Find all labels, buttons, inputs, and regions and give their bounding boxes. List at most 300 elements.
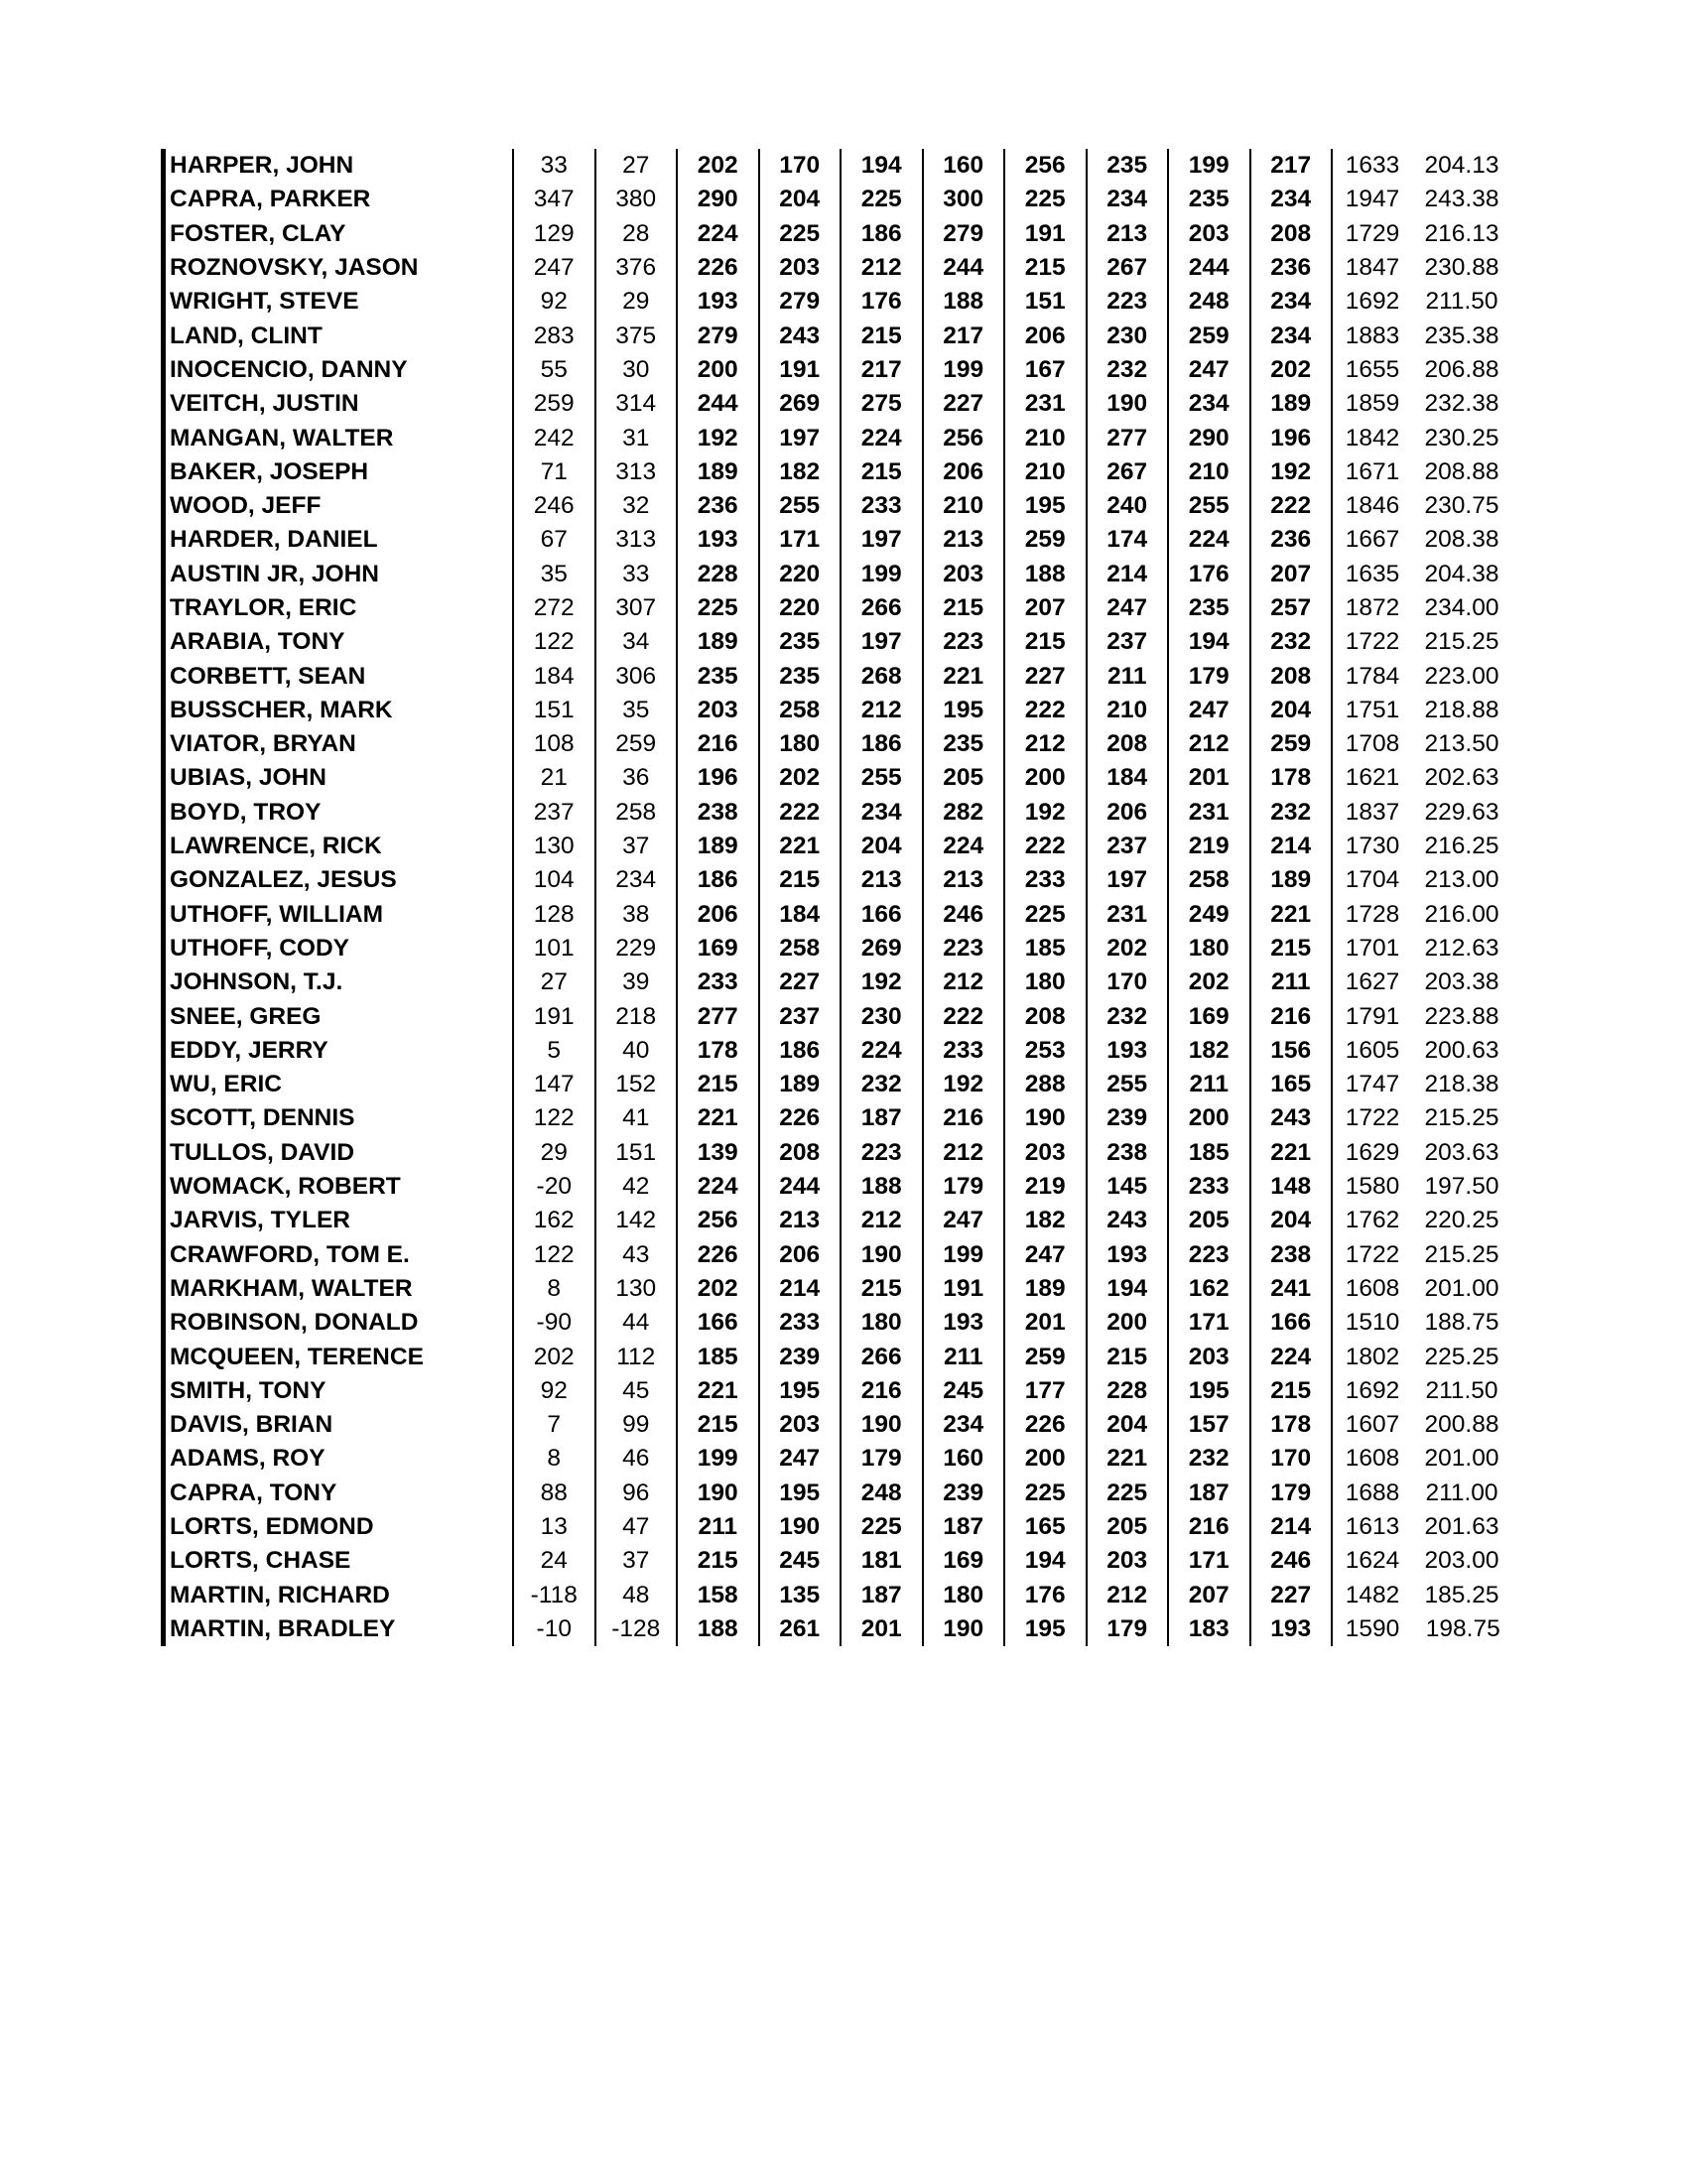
- total-pins: 1842: [1332, 421, 1412, 454]
- game-2-score: 279: [759, 285, 842, 319]
- game-2-score: 245: [759, 1544, 842, 1578]
- total-pins: 1730: [1332, 830, 1412, 863]
- game-3-score: 197: [841, 625, 923, 659]
- game-5-score: 167: [1004, 353, 1087, 387]
- game-5-score: 219: [1004, 1170, 1087, 1204]
- game-8-score: 204: [1250, 694, 1333, 727]
- stat-col-1: 24: [513, 1544, 595, 1578]
- game-1-score: 193: [677, 523, 759, 557]
- table-row: [164, 319, 1514, 352]
- game-1-score: 215: [677, 1408, 759, 1442]
- total-pins: 1883: [1332, 319, 1412, 352]
- table-row: [164, 1136, 1514, 1170]
- game-1-score: 188: [677, 1612, 759, 1646]
- game-3-score: 234: [841, 796, 923, 830]
- game-7-score: 258: [1168, 863, 1250, 897]
- stat-col-2: 31: [595, 421, 678, 454]
- game-2-score: 135: [759, 1578, 842, 1611]
- stat-col-1: 202: [513, 1340, 595, 1373]
- game-6-score: 206: [1087, 796, 1169, 830]
- game-1-score: 186: [677, 863, 759, 897]
- game-4-score: 247: [923, 1204, 1005, 1237]
- game-7-score: 195: [1168, 1374, 1250, 1408]
- table-row: [164, 932, 1514, 965]
- game-4-score: 245: [923, 1374, 1005, 1408]
- total-pins: 1692: [1332, 1374, 1412, 1408]
- game-2-score: 170: [759, 149, 842, 183]
- stat-col-2: 314: [595, 387, 678, 421]
- game-7-score: 203: [1168, 1340, 1250, 1373]
- stat-col-1: 162: [513, 1204, 595, 1237]
- game-1-score: 279: [677, 319, 759, 352]
- game-4-score: 193: [923, 1306, 1005, 1340]
- game-3-score: 266: [841, 591, 923, 625]
- game-3-score: 188: [841, 1170, 923, 1204]
- game-5-score: 190: [1004, 1101, 1087, 1135]
- game-2-score: 191: [759, 353, 842, 387]
- game-8-score: 215: [1250, 932, 1333, 965]
- game-1-score: 211: [677, 1510, 759, 1544]
- bowler-name: ROZNOVSKY, JASON: [170, 254, 419, 282]
- game-1-score: 203: [677, 694, 759, 727]
- game-7-score: 171: [1168, 1306, 1250, 1340]
- table-row: [164, 421, 1514, 454]
- bowler-name: CORBETT, SEAN: [170, 662, 366, 690]
- stat-col-2: 45: [595, 1374, 678, 1408]
- total-pins: 1847: [1332, 251, 1412, 285]
- stat-col-2: 112: [595, 1340, 678, 1373]
- game-8-score: 227: [1250, 1578, 1333, 1611]
- table-row: [164, 353, 1514, 387]
- game-1-score: 190: [677, 1477, 759, 1510]
- game-6-score: 205: [1087, 1510, 1169, 1544]
- game-1-score: 158: [677, 1578, 759, 1611]
- game-8-score: 193: [1250, 1612, 1333, 1646]
- game-6-score: 231: [1087, 898, 1169, 932]
- average: 216.25: [1424, 833, 1499, 860]
- average: 218.88: [1424, 696, 1499, 723]
- stat-col-2: 43: [595, 1238, 678, 1272]
- average: 215.25: [1424, 1104, 1499, 1132]
- game-8-score: 217: [1250, 149, 1333, 183]
- game-1-score: 228: [677, 558, 759, 591]
- game-3-score: 266: [841, 1340, 923, 1373]
- game-8-score: 178: [1250, 761, 1333, 795]
- game-8-score: 224: [1250, 1340, 1333, 1373]
- bowler-name: GONZALEZ, JESUS: [170, 866, 397, 894]
- total-pins: 1722: [1332, 1238, 1412, 1272]
- total-pins: 1688: [1332, 1477, 1412, 1510]
- stat-col-2: 218: [595, 999, 678, 1033]
- bowler-name: AUSTIN JR, JOHN: [170, 560, 380, 587]
- game-8-score: 202: [1250, 353, 1333, 387]
- average: 201.00: [1424, 1274, 1499, 1302]
- game-1-score: 224: [677, 217, 759, 251]
- game-5-score: 200: [1004, 1442, 1087, 1476]
- game-6-score: 200: [1087, 1306, 1169, 1340]
- game-1-score: 200: [677, 353, 759, 387]
- game-1-score: 206: [677, 898, 759, 932]
- table-row: [164, 1204, 1514, 1237]
- bowler-name: UBIAS, JOHN: [170, 764, 326, 792]
- game-7-score: 171: [1168, 1544, 1250, 1578]
- table-row: [164, 149, 1514, 183]
- game-1-score: 202: [677, 1272, 759, 1306]
- game-7-score: 259: [1168, 319, 1250, 352]
- bowler-name: ARABIA, TONY: [170, 628, 345, 656]
- game-3-score: 187: [841, 1578, 923, 1611]
- game-5-score: 182: [1004, 1204, 1087, 1237]
- game-7-score: 244: [1168, 251, 1250, 285]
- game-6-score: 243: [1087, 1204, 1169, 1237]
- game-6-score: 204: [1087, 1408, 1169, 1442]
- game-3-score: 190: [841, 1408, 923, 1442]
- game-2-score: 220: [759, 558, 842, 591]
- stat-col-1: 29: [513, 1136, 595, 1170]
- game-5-score: 195: [1004, 489, 1087, 523]
- game-6-score: 210: [1087, 694, 1169, 727]
- game-4-score: 222: [923, 999, 1005, 1033]
- game-5-score: 203: [1004, 1136, 1087, 1170]
- total-pins: 1791: [1332, 999, 1412, 1033]
- game-8-score: 215: [1250, 1374, 1333, 1408]
- average: 188.75: [1424, 1309, 1499, 1337]
- game-8-score: 211: [1250, 965, 1333, 999]
- game-8-score: 208: [1250, 217, 1333, 251]
- game-7-score: 223: [1168, 1238, 1250, 1272]
- game-1-score: 290: [677, 183, 759, 216]
- game-5-score: 191: [1004, 217, 1087, 251]
- stat-col-2: 96: [595, 1477, 678, 1510]
- bowler-name: JOHNSON, T.J.: [170, 968, 343, 996]
- game-2-score: 206: [759, 1238, 842, 1272]
- stat-col-2: 313: [595, 455, 678, 489]
- game-5-score: 215: [1004, 251, 1087, 285]
- game-5-score: 165: [1004, 1510, 1087, 1544]
- stat-col-1: 27: [513, 965, 595, 999]
- game-5-score: 151: [1004, 285, 1087, 319]
- game-8-score: 196: [1250, 421, 1333, 454]
- game-7-score: 248: [1168, 285, 1250, 319]
- stat-col-1: -20: [513, 1170, 595, 1204]
- game-7-score: 199: [1168, 149, 1250, 183]
- table-row: [164, 898, 1514, 932]
- game-7-score: 176: [1168, 558, 1250, 591]
- game-7-score: 207: [1168, 1578, 1250, 1611]
- game-2-score: 190: [759, 1510, 842, 1544]
- stat-col-2: 313: [595, 523, 678, 557]
- total-pins: 1510: [1332, 1306, 1412, 1340]
- game-1-score: 189: [677, 455, 759, 489]
- total-pins: 1605: [1332, 1034, 1412, 1068]
- game-3-score: 213: [841, 863, 923, 897]
- game-2-score: 220: [759, 591, 842, 625]
- table-row: [164, 1408, 1514, 1442]
- game-8-score: 236: [1250, 251, 1333, 285]
- game-4-score: 187: [923, 1510, 1005, 1544]
- game-6-score: 184: [1087, 761, 1169, 795]
- game-4-score: 188: [923, 285, 1005, 319]
- total-pins: 1590: [1332, 1612, 1412, 1646]
- average: 203.00: [1424, 1547, 1499, 1575]
- game-4-score: 190: [923, 1612, 1005, 1646]
- total-pins: 1701: [1332, 932, 1412, 965]
- game-6-score: 214: [1087, 558, 1169, 591]
- total-pins: 1613: [1332, 1510, 1412, 1544]
- game-2-score: 204: [759, 183, 842, 216]
- stat-col-2: 33: [595, 558, 678, 591]
- game-4-score: 212: [923, 1136, 1005, 1170]
- game-4-score: 224: [923, 830, 1005, 863]
- total-pins: 1728: [1332, 898, 1412, 932]
- game-4-score: 210: [923, 489, 1005, 523]
- stat-col-2: 32: [595, 489, 678, 523]
- game-5-score: 222: [1004, 830, 1087, 863]
- game-2-score: 237: [759, 999, 842, 1033]
- bowler-name: LORTS, EDMOND: [170, 1513, 374, 1541]
- stat-col-2: 380: [595, 183, 678, 216]
- bowler-name: LORTS, CHASE: [170, 1547, 351, 1575]
- average: 197.50: [1424, 1173, 1499, 1201]
- game-2-score: 239: [759, 1340, 842, 1373]
- stat-col-2: 152: [595, 1068, 678, 1101]
- stat-col-2: 41: [595, 1101, 678, 1135]
- total-pins: 1692: [1332, 285, 1412, 319]
- table-row: [164, 1578, 1514, 1611]
- total-pins: 1729: [1332, 217, 1412, 251]
- game-4-score: 160: [923, 1442, 1005, 1476]
- game-6-score: 232: [1087, 353, 1169, 387]
- game-2-score: 171: [759, 523, 842, 557]
- bowler-name: BUSSCHER, MARK: [170, 696, 393, 723]
- game-1-score: 139: [677, 1136, 759, 1170]
- game-3-score: 223: [841, 1136, 923, 1170]
- table-row: [164, 1170, 1514, 1204]
- stat-col-2: 130: [595, 1272, 678, 1306]
- game-5-score: 189: [1004, 1272, 1087, 1306]
- table-row: [164, 455, 1514, 489]
- game-6-score: 203: [1087, 1544, 1169, 1578]
- stat-col-1: 130: [513, 830, 595, 863]
- game-8-score: 234: [1250, 183, 1333, 216]
- game-2-score: 203: [759, 1408, 842, 1442]
- table-row: [164, 659, 1514, 693]
- game-5-score: 188: [1004, 558, 1087, 591]
- game-8-score: 234: [1250, 285, 1333, 319]
- game-7-score: 179: [1168, 659, 1250, 693]
- game-8-score: 246: [1250, 1544, 1333, 1578]
- game-5-score: 225: [1004, 898, 1087, 932]
- stat-col-1: 151: [513, 694, 595, 727]
- stat-col-2: 40: [595, 1034, 678, 1068]
- stat-col-1: 55: [513, 353, 595, 387]
- game-8-score: 221: [1250, 1136, 1333, 1170]
- game-6-score: 215: [1087, 1340, 1169, 1373]
- bowler-name: LAND, CLINT: [170, 321, 323, 349]
- game-5-score: 208: [1004, 999, 1087, 1033]
- average: 211.00: [1425, 1478, 1498, 1506]
- game-4-score: 195: [923, 694, 1005, 727]
- game-4-score: 223: [923, 625, 1005, 659]
- game-2-score: 184: [759, 898, 842, 932]
- game-4-score: 282: [923, 796, 1005, 830]
- average: 211.50: [1425, 1376, 1498, 1404]
- game-8-score: 192: [1250, 455, 1333, 489]
- game-5-score: 259: [1004, 1340, 1087, 1373]
- game-3-score: 190: [841, 1238, 923, 1272]
- game-6-score: 208: [1087, 727, 1169, 761]
- bowler-name: INOCENCIO, DANNY: [170, 355, 408, 383]
- game-2-score: 255: [759, 489, 842, 523]
- stat-col-1: 8: [513, 1272, 595, 1306]
- game-8-score: 257: [1250, 591, 1333, 625]
- stat-col-2: 99: [595, 1408, 678, 1442]
- average: 203.63: [1424, 1138, 1499, 1166]
- game-4-score: 246: [923, 898, 1005, 932]
- game-5-score: 259: [1004, 523, 1087, 557]
- game-6-score: 228: [1087, 1374, 1169, 1408]
- game-1-score: 192: [677, 421, 759, 454]
- game-2-score: 227: [759, 965, 842, 999]
- game-6-score: 223: [1087, 285, 1169, 319]
- game-4-score: 212: [923, 965, 1005, 999]
- game-3-score: 212: [841, 1204, 923, 1237]
- average: 229.63: [1424, 798, 1499, 826]
- game-2-score: 182: [759, 455, 842, 489]
- game-1-score: 233: [677, 965, 759, 999]
- total-pins: 1784: [1332, 659, 1412, 693]
- game-7-score: 182: [1168, 1034, 1250, 1068]
- game-6-score: 234: [1087, 183, 1169, 216]
- game-7-score: 203: [1168, 217, 1250, 251]
- stat-col-1: 237: [513, 796, 595, 830]
- bowler-name: UTHOFF, WILLIAM: [170, 900, 384, 928]
- stat-col-2: 37: [595, 830, 678, 863]
- game-5-score: 233: [1004, 863, 1087, 897]
- game-6-score: 237: [1087, 625, 1169, 659]
- table-row: [164, 1272, 1514, 1306]
- stat-col-1: 7: [513, 1408, 595, 1442]
- average: 206.88: [1424, 355, 1499, 383]
- game-4-score: 160: [923, 149, 1005, 183]
- total-pins: 1872: [1332, 591, 1412, 625]
- game-5-score: 200: [1004, 761, 1087, 795]
- stat-col-2: 306: [595, 659, 678, 693]
- game-5-score: 210: [1004, 455, 1087, 489]
- table-row: [164, 694, 1514, 727]
- stat-col-1: 21: [513, 761, 595, 795]
- game-3-score: 180: [841, 1306, 923, 1340]
- game-4-score: 300: [923, 183, 1005, 216]
- game-2-score: 233: [759, 1306, 842, 1340]
- game-7-score: 224: [1168, 523, 1250, 557]
- game-5-score: 185: [1004, 932, 1087, 965]
- bowler-name: MCQUEEN, TERENCE: [170, 1343, 424, 1370]
- bowler-name: UTHOFF, CODY: [170, 934, 350, 962]
- average: 185.25: [1424, 1581, 1499, 1608]
- game-1-score: 238: [677, 796, 759, 830]
- game-7-score: 231: [1168, 796, 1250, 830]
- table-row: [164, 489, 1514, 523]
- scores-table-body: [164, 149, 1514, 1646]
- stat-col-1: 259: [513, 387, 595, 421]
- total-pins: 1629: [1332, 1136, 1412, 1170]
- average: 230.88: [1424, 254, 1499, 282]
- table-row: [164, 1306, 1514, 1340]
- average: 202.63: [1424, 764, 1499, 792]
- game-7-score: 249: [1168, 898, 1250, 932]
- game-5-score: 288: [1004, 1068, 1087, 1101]
- table-row: [164, 1374, 1514, 1408]
- total-pins: 1846: [1332, 489, 1412, 523]
- table-row: [164, 965, 1514, 999]
- game-4-score: 205: [923, 761, 1005, 795]
- game-5-score: 231: [1004, 387, 1087, 421]
- game-7-score: 210: [1168, 455, 1250, 489]
- game-8-score: 179: [1250, 1477, 1333, 1510]
- stat-col-1: -118: [513, 1578, 595, 1611]
- game-6-score: 145: [1087, 1170, 1169, 1204]
- game-4-score: 227: [923, 387, 1005, 421]
- game-3-score: 255: [841, 761, 923, 795]
- average: 212.63: [1424, 934, 1499, 962]
- game-3-score: 224: [841, 1034, 923, 1068]
- stat-col-2: 27: [595, 149, 678, 183]
- game-7-score: 157: [1168, 1408, 1250, 1442]
- game-3-score: 192: [841, 965, 923, 999]
- game-7-score: 185: [1168, 1136, 1250, 1170]
- stat-col-1: 242: [513, 421, 595, 454]
- stat-col-2: 28: [595, 217, 678, 251]
- stat-col-2: 34: [595, 625, 678, 659]
- game-6-score: 230: [1087, 319, 1169, 352]
- total-pins: 1627: [1332, 965, 1412, 999]
- game-5-score: 206: [1004, 319, 1087, 352]
- game-3-score: 212: [841, 694, 923, 727]
- game-6-score: 238: [1087, 1136, 1169, 1170]
- game-2-score: 235: [759, 659, 842, 693]
- game-5-score: 195: [1004, 1612, 1087, 1646]
- stat-col-1: 33: [513, 149, 595, 183]
- game-5-score: 256: [1004, 149, 1087, 183]
- game-8-score: 216: [1250, 999, 1333, 1033]
- game-3-score: 212: [841, 251, 923, 285]
- bowler-name: ADAMS, ROY: [170, 1445, 325, 1473]
- game-2-score: 203: [759, 251, 842, 285]
- bowler-name: WRIGHT, STEVE: [170, 288, 359, 316]
- game-2-score: 258: [759, 694, 842, 727]
- game-8-score: 232: [1250, 796, 1333, 830]
- game-6-score: 267: [1087, 455, 1169, 489]
- game-7-score: 219: [1168, 830, 1250, 863]
- table-row: [164, 761, 1514, 795]
- average: 223.88: [1424, 1002, 1499, 1030]
- total-pins: 1947: [1332, 183, 1412, 216]
- bowler-name: JARVIS, TYLER: [170, 1207, 350, 1234]
- table-row: [164, 1340, 1514, 1373]
- average: 213.00: [1424, 866, 1499, 894]
- game-6-score: 247: [1087, 591, 1169, 625]
- game-2-score: 243: [759, 319, 842, 352]
- game-4-score: 199: [923, 353, 1005, 387]
- game-1-score: 221: [677, 1374, 759, 1408]
- game-8-score: 170: [1250, 1442, 1333, 1476]
- stat-col-2: 259: [595, 727, 678, 761]
- total-pins: 1747: [1332, 1068, 1412, 1101]
- game-6-score: 193: [1087, 1034, 1169, 1068]
- game-8-score: 207: [1250, 558, 1333, 591]
- game-2-score: 225: [759, 217, 842, 251]
